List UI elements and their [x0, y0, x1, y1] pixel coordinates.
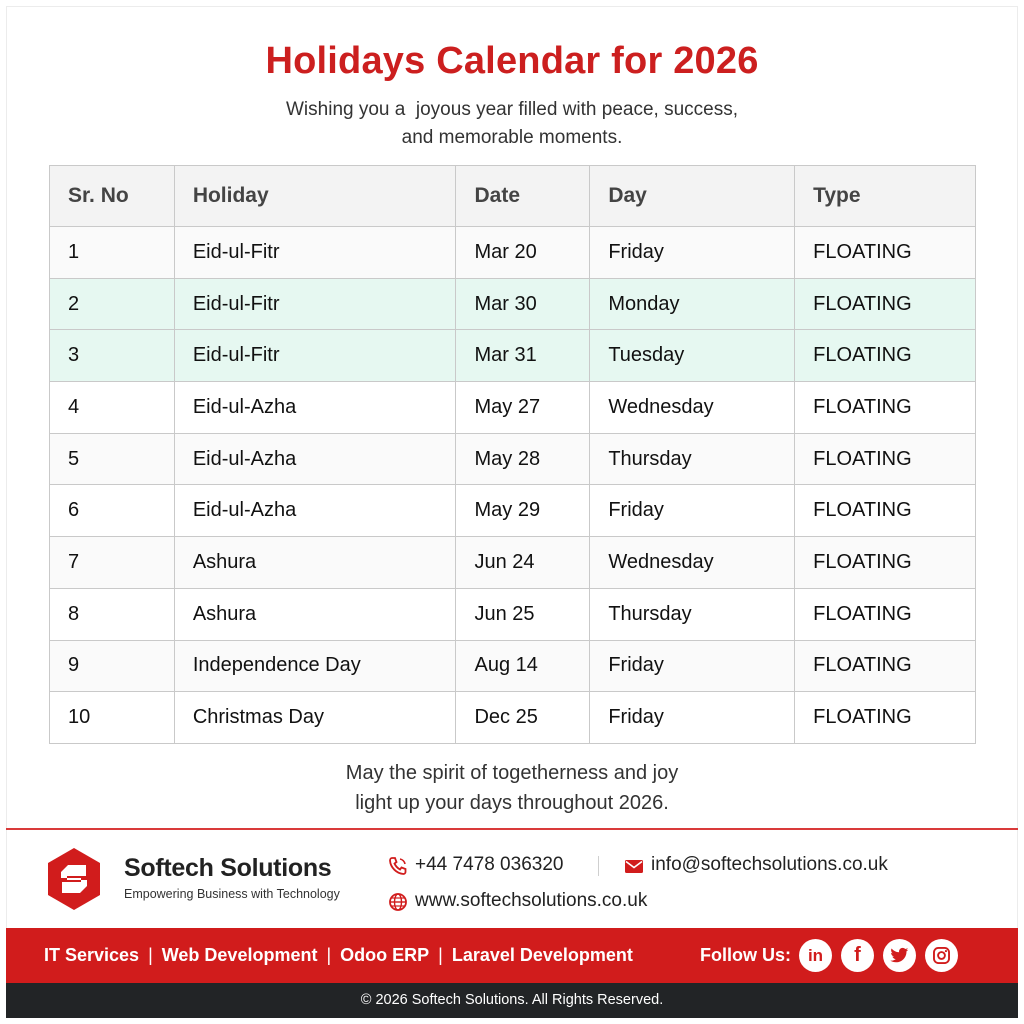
holidays-table: [49, 165, 976, 744]
service-separator: |: [438, 945, 443, 965]
table-row: [50, 485, 976, 537]
table-row: [50, 278, 976, 330]
cell-date: Aug 14: [456, 640, 590, 692]
email-address: info@softechsolutions.co.uk: [651, 854, 888, 875]
cell-date: Mar 31: [456, 330, 590, 382]
cell-type: FLOATING: [795, 537, 976, 589]
table-row: [50, 227, 976, 279]
subtitle-line-1: Wishing you a joyous year filled with peace, success,: [286, 99, 738, 120]
cell-holiday: Ashura: [174, 537, 456, 589]
cell-holiday: Ashura: [174, 588, 456, 640]
email-contact[interactable]: [624, 854, 924, 878]
cell-holiday: Eid-ul-Azha: [174, 485, 456, 537]
table-row: [50, 382, 976, 434]
cell-date: Jun 24: [456, 537, 590, 589]
cell-holiday: Eid-ul-Azha: [174, 382, 456, 434]
company-tagline: Empowering Business with Technology: [124, 887, 340, 901]
follow-us-label: Follow Us:: [700, 945, 791, 965]
facebook-icon[interactable]: f: [841, 939, 874, 972]
cell-type: FLOATING: [795, 640, 976, 692]
services-list: [44, 945, 633, 966]
cell-type: FLOATING: [795, 278, 976, 330]
closing-line-1: May the spirit of togetherness and joy: [345, 762, 679, 784]
cell-sr-no: 8: [50, 588, 175, 640]
cell-type: FLOATING: [795, 433, 976, 485]
cell-date: Mar 20: [456, 227, 590, 279]
column-header-date: Date: [456, 166, 590, 227]
cell-day: Tuesday: [590, 330, 795, 382]
cell-date: May 29: [456, 485, 590, 537]
cell-holiday: Eid-ul-Fitr: [174, 278, 456, 330]
table-body: [50, 227, 976, 744]
globe-icon: [388, 892, 408, 912]
divider: [6, 828, 1018, 830]
email-icon: [624, 856, 644, 876]
table-row: [50, 433, 976, 485]
closing-line-2: light up your days throughout 2026.: [355, 792, 669, 814]
cell-sr-no: 9: [50, 640, 175, 692]
cell-day: Monday: [590, 278, 795, 330]
contact-separator: [598, 856, 599, 876]
subtitle: [0, 96, 1024, 152]
cell-sr-no: 10: [50, 692, 175, 744]
twitter-icon[interactable]: [883, 939, 916, 972]
table-row: [50, 330, 976, 382]
cell-sr-no: 5: [50, 433, 175, 485]
cell-sr-no: 1: [50, 227, 175, 279]
company-name: Softech Solutions: [124, 854, 332, 882]
cell-type: FLOATING: [795, 330, 976, 382]
cell-type: FLOATING: [795, 485, 976, 537]
services-bar: [6, 928, 1018, 983]
service-separator: |: [326, 945, 332, 965]
table-row: [50, 537, 976, 589]
cell-day: Thursday: [590, 588, 795, 640]
cell-sr-no: 4: [50, 382, 175, 434]
subtitle-line-2: and memorable moments.: [401, 127, 623, 148]
column-header-type: Type: [795, 166, 976, 227]
table-row: [50, 692, 976, 744]
phone-number: +44 7478 036320: [415, 854, 564, 875]
cell-day: Friday: [590, 485, 795, 537]
logo-icon: [48, 848, 100, 910]
cell-type: FLOATING: [795, 227, 976, 279]
column-header-holiday: Holiday: [174, 166, 456, 227]
service-web-development[interactable]: Web Development: [161, 945, 318, 965]
cell-date: May 27: [456, 382, 590, 434]
cell-day: Friday: [590, 227, 795, 279]
cell-date: Dec 25: [456, 692, 590, 744]
phone-contact[interactable]: [388, 854, 608, 878]
cell-day: Friday: [590, 640, 795, 692]
cell-date: Jun 25: [456, 588, 590, 640]
website-contact[interactable]: [388, 890, 688, 914]
phone-icon: [388, 856, 408, 876]
cell-holiday: Eid-ul-Fitr: [174, 330, 456, 382]
copyright-footer: © 2026 Softech Solutions. All Rights Reserved.: [6, 983, 1018, 1018]
column-header-day: Day: [590, 166, 795, 227]
cell-type: FLOATING: [795, 588, 976, 640]
cell-date: May 28: [456, 433, 590, 485]
table-header-row: [50, 166, 976, 227]
cell-holiday: Independence Day: [174, 640, 456, 692]
instagram-icon[interactable]: [925, 939, 958, 972]
cell-day: Wednesday: [590, 537, 795, 589]
page-title: Holidays Calendar for 2026: [265, 40, 759, 82]
table-row: [50, 588, 976, 640]
service-laravel-development[interactable]: Laravel Development: [451, 945, 633, 965]
linkedin-icon[interactable]: in: [799, 939, 832, 972]
cell-type: FLOATING: [795, 692, 976, 744]
cell-day: Friday: [590, 692, 795, 744]
cell-day: Wednesday: [590, 382, 795, 434]
cell-type: FLOATING: [795, 382, 976, 434]
column-header-sr-no: Sr. No: [50, 166, 175, 227]
cell-holiday: Christmas Day: [174, 692, 456, 744]
service-separator: |: [148, 945, 153, 965]
cell-holiday: Eid-ul-Fitr: [174, 227, 456, 279]
cell-sr-no: 3: [50, 330, 175, 382]
table-row: [50, 640, 976, 692]
service-odoo-erp[interactable]: Odoo ERP: [340, 945, 430, 965]
service-it[interactable]: IT Services: [44, 945, 140, 965]
closing-message: [0, 758, 1024, 818]
cell-sr-no: 7: [50, 537, 175, 589]
cell-sr-no: 2: [50, 278, 175, 330]
website-url: www.softechsolutions.co.uk: [415, 890, 648, 911]
cell-holiday: Eid-ul-Azha: [174, 433, 456, 485]
cell-day: Thursday: [590, 433, 795, 485]
company-brand: [48, 846, 348, 910]
cell-date: Mar 30: [456, 278, 590, 330]
cell-sr-no: 6: [50, 485, 175, 537]
